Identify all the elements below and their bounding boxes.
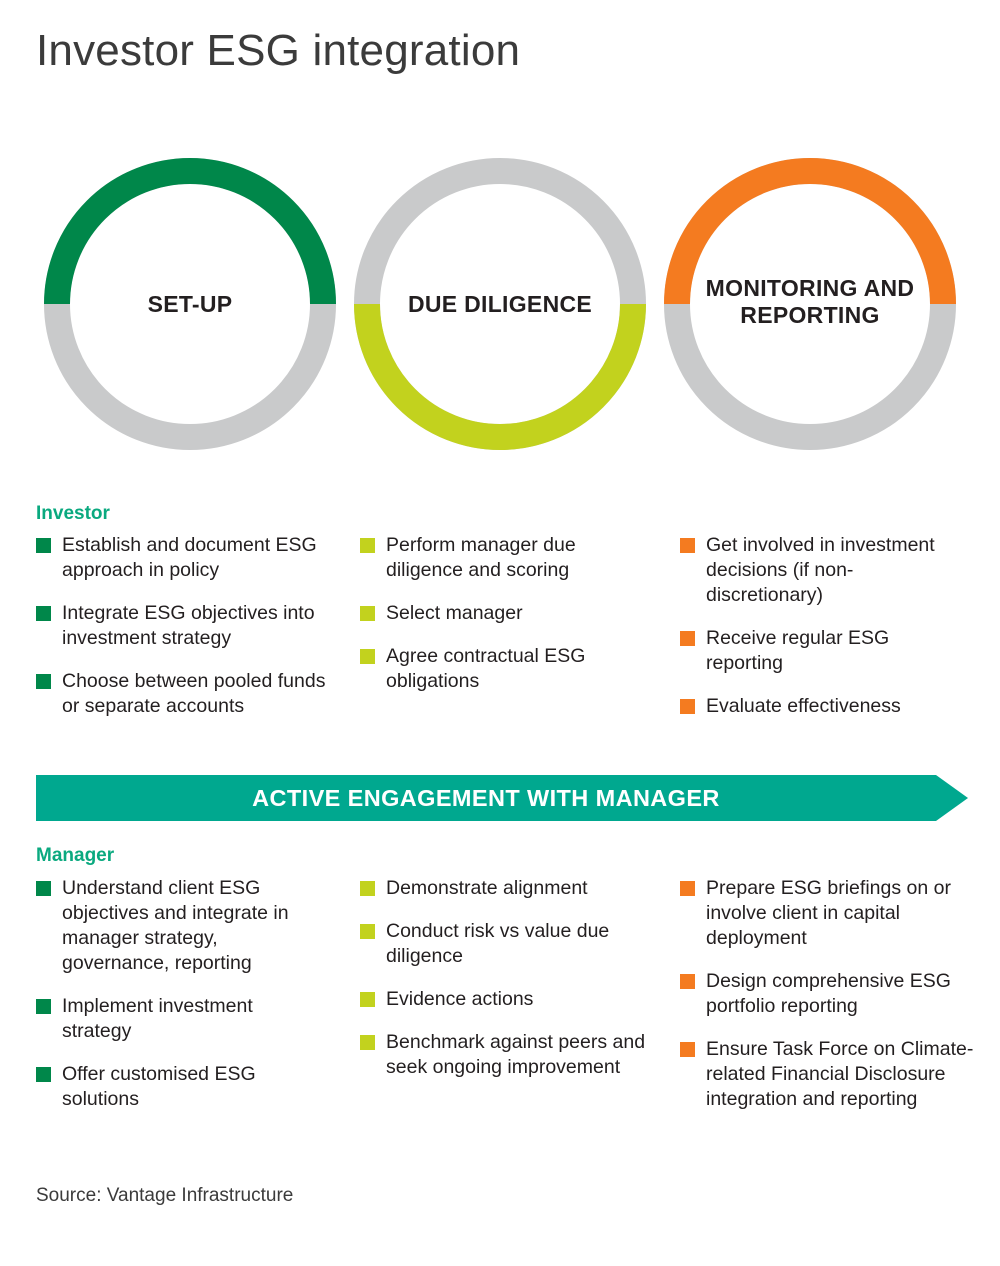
bullet-square-icon — [360, 992, 375, 1007]
bullet-square-icon — [36, 606, 51, 621]
manager-bullet-item — [680, 1037, 975, 1112]
ring-set-up — [30, 144, 350, 464]
manager-bullet-item — [36, 1062, 326, 1112]
page-title: Investor ESG integration — [36, 26, 521, 75]
bullet-square-icon — [360, 881, 375, 896]
bullet-square-icon — [360, 538, 375, 553]
bullet-square-icon — [360, 1035, 375, 1050]
investor-column-set-up — [36, 533, 336, 737]
manager-bullet-item-label: Conduct risk vs value due diligence — [386, 919, 610, 967]
manager-bullet-item-label: Prepare ESG briefings on or involve client in capital deployment — [706, 877, 951, 949]
manager-column-monitoring — [680, 876, 975, 1130]
ring-label-monitoring-reporting: MONITORING AND REPORTING — [705, 275, 915, 329]
bullet-square-icon — [680, 631, 695, 646]
investor-bullet-item — [360, 644, 650, 694]
investor-column-monitoring — [680, 533, 970, 737]
bullet-square-icon — [36, 1067, 51, 1082]
manager-bullet-item-label: Evidence actions — [386, 987, 534, 1010]
bullet-square-icon — [36, 538, 51, 553]
investor-bullet-item — [680, 533, 970, 608]
manager-bullet-item — [36, 876, 326, 976]
manager-bullet-item — [360, 876, 650, 901]
investor-bullet-item — [36, 533, 336, 583]
investor-bullet-item-label: Receive regular ESG reporting — [706, 626, 890, 674]
bullet-square-icon — [36, 674, 51, 689]
ring-monitoring-reporting — [650, 144, 970, 464]
bullet-square-icon — [680, 881, 695, 896]
manager-bullet-item — [360, 1030, 650, 1080]
manager-bullet-item — [360, 919, 650, 969]
manager-bullet-item-label: Implement investment strategy — [62, 994, 253, 1042]
manager-bullet-item-label: Demonstrate alignment — [386, 877, 588, 899]
investor-bullet-item — [360, 533, 650, 583]
investor-bullet-item-label: Perform manager due diligence and scoring — [386, 534, 576, 581]
bullet-square-icon — [360, 924, 375, 939]
bullet-square-icon — [360, 649, 375, 664]
manager-heading: Manager — [36, 845, 115, 866]
banner-arrow-icon — [936, 775, 968, 821]
manager-bullet-item — [680, 969, 975, 1019]
manager-column-set-up — [36, 876, 326, 1130]
investor-bullet-item-label: Get involved in investment decisions (if non-discretionary) — [706, 534, 935, 606]
bullet-square-icon — [360, 606, 375, 621]
process-rings — [0, 128, 1000, 478]
investor-bullet-item — [36, 601, 336, 651]
ring-label-set-up: SET-UP — [147, 291, 233, 317]
investor-bullet-item — [680, 694, 970, 719]
investor-bullet-item-label: Choose between pooled funds or separate accounts — [62, 669, 326, 717]
bullet-square-icon — [680, 699, 695, 714]
investor-bullet-item-label: Evaluate effectiveness — [706, 694, 901, 717]
manager-bullet-item — [36, 994, 326, 1044]
manager-bullet-item-label: Understand client ESG objectives and integrate in manager strategy, governance, reporting — [62, 877, 289, 974]
bullet-square-icon — [680, 538, 695, 553]
investor-bullet-item — [36, 669, 336, 719]
investor-heading: Investor — [36, 503, 110, 524]
investor-bullet-item-label: Establish and document ESG approach in policy — [62, 534, 317, 581]
manager-bullet-item-label: Offer customised ESG solutions — [62, 1062, 256, 1110]
investor-bullet-item-label: Agree contractual ESG obligations — [386, 644, 586, 692]
manager-bullet-item-label: Benchmark against peers and seek ongoing improvement — [386, 1030, 646, 1078]
bullet-square-icon — [680, 1042, 695, 1057]
bullet-square-icon — [36, 999, 51, 1014]
investor-bullet-item — [680, 626, 970, 676]
manager-bullet-item — [680, 876, 975, 951]
ring-label-due-diligence: DUE DILIGENCE — [407, 291, 593, 317]
manager-bullet-item-label: Design comprehensive ESG portfolio reporting — [706, 969, 951, 1017]
investor-bullet-item-label: Select manager — [386, 601, 523, 624]
investor-bullet-item-label: Integrate ESG objectives into investment strategy — [62, 601, 315, 649]
manager-column-due-diligence — [360, 876, 650, 1098]
investor-column-due-diligence — [360, 533, 650, 712]
manager-bullet-item — [360, 987, 650, 1012]
banner-label: ACTIVE ENGAGEMENT WITH MANAGER — [252, 785, 720, 811]
manager-bullet-item-label: Ensure Task Force on Climate-related Financial Disclosure integration and reporting — [706, 1037, 974, 1110]
source-note: Source: Vantage Infrastructure — [36, 1185, 294, 1206]
bullet-square-icon — [36, 881, 51, 896]
bullet-square-icon — [680, 974, 695, 989]
active-engagement-banner — [36, 775, 968, 821]
ring-due-diligence — [340, 144, 660, 464]
investor-bullet-item — [360, 601, 650, 626]
